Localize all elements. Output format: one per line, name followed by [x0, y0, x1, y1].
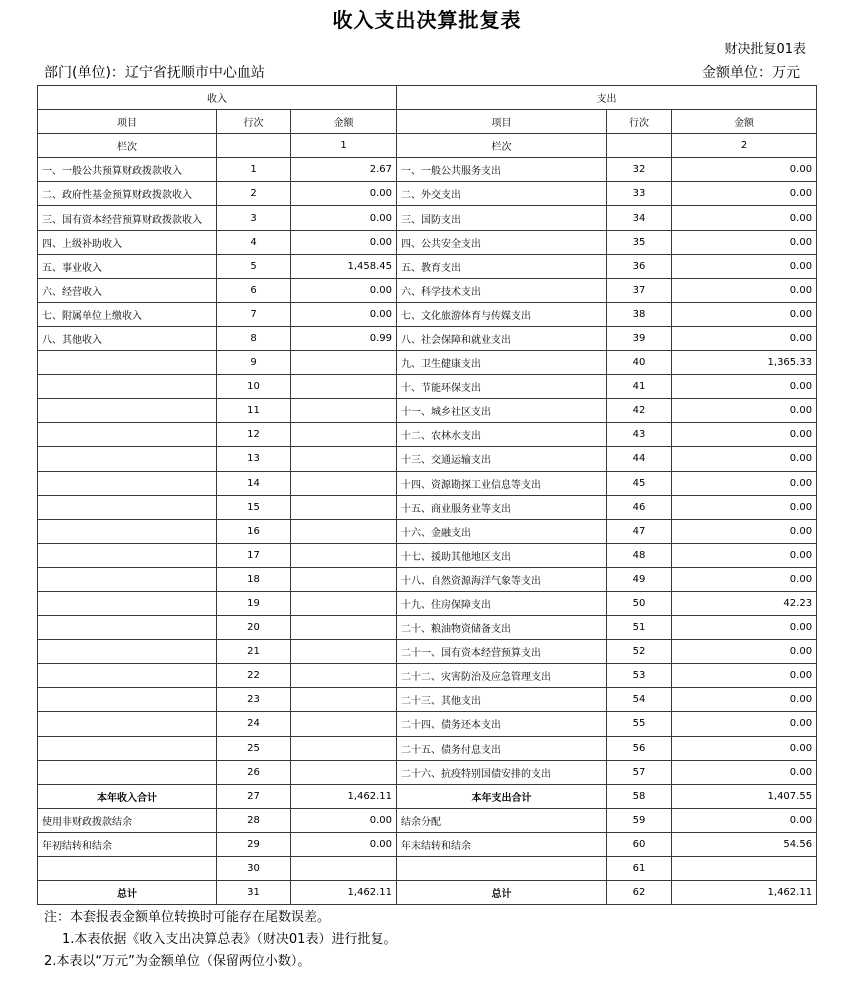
expense-item-cell: 五、教育支出 [397, 254, 607, 278]
expense-item-cell: 结余分配 [397, 808, 607, 832]
income-item-cell [38, 567, 217, 591]
income-amount-cell [291, 616, 397, 640]
table-row [38, 616, 817, 640]
income-line-cell: 3 [217, 206, 291, 230]
income-amount-cell [291, 760, 397, 784]
income-line-cell: 31 [217, 881, 291, 905]
expense-item-cell [397, 857, 607, 881]
expense-line-cell: 37 [607, 278, 672, 302]
expense-group-header: 支出 [397, 86, 817, 110]
income-line-header: 行次 [217, 110, 291, 134]
income-amount-cell [291, 351, 397, 375]
expense-amount-cell: 0.00 [672, 519, 817, 543]
expense-line-cell: 45 [607, 471, 672, 495]
expense-line-cell: 41 [607, 375, 672, 399]
income-line-cell: 24 [217, 712, 291, 736]
income-item-cell [38, 447, 217, 471]
amount-unit-label: 金额单位：万元 [702, 65, 800, 81]
expense-amount-cell: 0.00 [672, 326, 817, 350]
expense-line-cell: 57 [607, 760, 672, 784]
note-line: 1.本表依据《收入支出决算总表》（财决01表）进行批复。 [62, 932, 397, 947]
expense-item-cell: 二十二、灾害防治及应急管理支出 [397, 664, 607, 688]
expense-item-cell: 十、节能环保支出 [397, 375, 607, 399]
expense-item-cell: 二十三、其他支出 [397, 688, 607, 712]
expense-item-cell: 十八、自然资源海洋气象等支出 [397, 567, 607, 591]
income-amount-cell [291, 519, 397, 543]
expense-amount-cell: 1,365.33 [672, 351, 817, 375]
summary-row [38, 808, 817, 832]
expense-amount-cell: 0.00 [672, 278, 817, 302]
income-amount-cell: 2.67 [291, 158, 397, 182]
page-title: 收入支出决算批复表 [332, 8, 522, 32]
table-row [38, 158, 817, 182]
expense-line-cell: 33 [607, 182, 672, 206]
expense-line-cell: 48 [607, 543, 672, 567]
income-amount-cell [291, 471, 397, 495]
expense-item-cell: 二十五、债务付息支出 [397, 736, 607, 760]
expense-line-cell: 58 [607, 784, 672, 808]
income-amount-cell [291, 423, 397, 447]
expense-line-cell: 39 [607, 326, 672, 350]
expense-item-cell: 十五、商业服务业等支出 [397, 495, 607, 519]
income-item-cell [38, 351, 217, 375]
expense-line-cell: 34 [607, 206, 672, 230]
expense-line-cell: 49 [607, 567, 672, 591]
income-amount-header: 金额 [291, 110, 397, 134]
expense-amount-cell: 0.00 [672, 158, 817, 182]
income-amount-cell [291, 591, 397, 615]
expense-amount-cell: 0.00 [672, 543, 817, 567]
income-line-cell: 21 [217, 640, 291, 664]
expense-amount-cell: 0.00 [672, 808, 817, 832]
expense-line-cell: 36 [607, 254, 672, 278]
table-row [38, 591, 817, 615]
expense-item-cell: 十七、援助其他地区支出 [397, 543, 607, 567]
expense-amount-cell: 0.00 [672, 495, 817, 519]
table-row [38, 375, 817, 399]
expense-amount-cell: 0.00 [672, 206, 817, 230]
income-amount-cell: 0.00 [291, 182, 397, 206]
expense-line-cell: 52 [607, 640, 672, 664]
expense-item-cell: 十一、城乡社区支出 [397, 399, 607, 423]
table-row [38, 519, 817, 543]
income-item-cell [38, 543, 217, 567]
table-row [38, 736, 817, 760]
expense-line-cell: 38 [607, 302, 672, 326]
income-amount-cell [291, 543, 397, 567]
income-line-cell: 16 [217, 519, 291, 543]
income-amount-cell: 0.00 [291, 206, 397, 230]
income-amount-cell: 1,462.11 [291, 881, 397, 905]
income-line-cell: 6 [217, 278, 291, 302]
income-line-cell: 23 [217, 688, 291, 712]
expense-amount-cell: 0.00 [672, 616, 817, 640]
income-item-cell [38, 616, 217, 640]
income-amount-cell: 0.00 [291, 832, 397, 856]
table-group-header-row [38, 86, 817, 110]
income-item-cell [38, 423, 217, 447]
expense-amount-cell: 0.00 [672, 182, 817, 206]
expense-line-cell: 55 [607, 712, 672, 736]
table-row [38, 543, 817, 567]
income-item-cell [38, 857, 217, 881]
income-item-cell: 八、其他收入 [38, 326, 217, 350]
expense-item-cell: 二十六、抗疫特别国债安排的支出 [397, 760, 607, 784]
summary-row [38, 857, 817, 881]
expense-amount-header: 金额 [672, 110, 817, 134]
expense-line-cell: 56 [607, 736, 672, 760]
expense-item-cell: 十二、农林水支出 [397, 423, 607, 447]
income-item-cell: 本年收入合计 [38, 784, 217, 808]
expense-item-cell: 十四、资源勘探工业信息等支出 [397, 471, 607, 495]
income-line-cell: 30 [217, 857, 291, 881]
expense-line-cell: 53 [607, 664, 672, 688]
income-line-cell: 27 [217, 784, 291, 808]
income-col-number: 1 [291, 134, 397, 158]
table-row [38, 182, 817, 206]
expense-line-cell: 54 [607, 688, 672, 712]
income-item-cell: 三、国有资本经营预算财政拨款收入 [38, 206, 217, 230]
expense-item-cell: 十六、金融支出 [397, 519, 607, 543]
summary-row [38, 832, 817, 856]
income-amount-cell [291, 567, 397, 591]
expense-col-label: 栏次 [397, 134, 607, 158]
summary-row [38, 881, 817, 905]
expense-amount-cell: 0.00 [672, 447, 817, 471]
note-line: 注：本套报表金额单位转换时可能存在尾数误差。 [44, 910, 331, 925]
income-line-cell: 12 [217, 423, 291, 447]
expense-amount-cell: 0.00 [672, 302, 817, 326]
income-line-cell: 11 [217, 399, 291, 423]
income-expense-table [37, 85, 817, 905]
table-row [38, 254, 817, 278]
expense-item-cell: 二十、粮油物资储备支出 [397, 616, 607, 640]
table-row [38, 664, 817, 688]
income-amount-cell: 0.00 [291, 302, 397, 326]
income-item-cell [38, 664, 217, 688]
expense-item-cell: 八、社会保障和就业支出 [397, 326, 607, 350]
income-item-cell: 六、经营收入 [38, 278, 217, 302]
table-row [38, 423, 817, 447]
notes-section [44, 907, 396, 973]
expense-line-cell: 51 [607, 616, 672, 640]
income-line-cell: 7 [217, 302, 291, 326]
expense-line-cell: 60 [607, 832, 672, 856]
table-row [38, 326, 817, 350]
income-item-cell: 七、附属单位上缴收入 [38, 302, 217, 326]
income-amount-cell [291, 736, 397, 760]
expense-amount-cell: 1,407.55 [672, 784, 817, 808]
expense-item-cell: 十九、住房保障支出 [397, 591, 607, 615]
expense-line-cell: 42 [607, 399, 672, 423]
income-item-cell [38, 399, 217, 423]
expense-line-cell: 62 [607, 881, 672, 905]
expense-amount-cell: 0.00 [672, 567, 817, 591]
expense-amount-cell: 0.00 [672, 688, 817, 712]
expense-amount-cell: 0.00 [672, 760, 817, 784]
income-amount-cell [291, 857, 397, 881]
income-line-cell: 19 [217, 591, 291, 615]
income-amount-cell: 1,462.11 [291, 784, 397, 808]
expense-amount-cell: 1,462.11 [672, 881, 817, 905]
table-body [38, 158, 817, 905]
income-line-cell: 4 [217, 230, 291, 254]
income-item-header: 项目 [38, 110, 217, 134]
income-item-cell [38, 688, 217, 712]
expense-item-cell: 四、公共安全支出 [397, 230, 607, 254]
income-amount-cell [291, 495, 397, 519]
income-line-cell: 8 [217, 326, 291, 350]
income-line-cell: 25 [217, 736, 291, 760]
summary-row [38, 784, 817, 808]
income-item-cell: 四、上级补助收入 [38, 230, 217, 254]
table-row [38, 278, 817, 302]
expense-line-cell: 32 [607, 158, 672, 182]
income-amount-cell [291, 640, 397, 664]
income-item-cell [38, 736, 217, 760]
income-group-header: 收入 [38, 86, 397, 110]
expense-line-header: 行次 [607, 110, 672, 134]
expense-amount-cell: 0.00 [672, 375, 817, 399]
income-item-cell [38, 712, 217, 736]
expense-line-cell: 61 [607, 857, 672, 881]
income-col-blank [217, 134, 291, 158]
expense-line-cell: 43 [607, 423, 672, 447]
income-line-cell: 26 [217, 760, 291, 784]
income-item-cell [38, 519, 217, 543]
expense-item-cell: 六、科学技术支出 [397, 278, 607, 302]
table-row [38, 688, 817, 712]
table-row [38, 351, 817, 375]
income-item-cell: 使用非财政拨款结余 [38, 808, 217, 832]
expense-item-cell: 二、外交支出 [397, 182, 607, 206]
expense-item-cell: 二十一、国有资本经营预算支出 [397, 640, 607, 664]
expense-amount-cell: 0.00 [672, 399, 817, 423]
expense-col-number: 2 [672, 134, 817, 158]
income-item-cell [38, 591, 217, 615]
table-row [38, 230, 817, 254]
income-amount-cell: 1,458.45 [291, 254, 397, 278]
expense-amount-cell: 0.00 [672, 254, 817, 278]
table-row [38, 447, 817, 471]
table-row [38, 471, 817, 495]
expense-line-cell: 35 [607, 230, 672, 254]
table-row [38, 567, 817, 591]
table-column-number-row [38, 134, 817, 158]
income-amount-cell [291, 664, 397, 688]
expense-line-cell: 40 [607, 351, 672, 375]
expense-item-cell: 本年支出合计 [397, 784, 607, 808]
note-line: 2.本表以“万元”为金额单位（保留两位小数）。 [44, 954, 311, 969]
income-col-label: 栏次 [38, 134, 217, 158]
income-item-cell [38, 375, 217, 399]
table-row [38, 302, 817, 326]
income-line-cell: 15 [217, 495, 291, 519]
table-row [38, 712, 817, 736]
income-item-cell [38, 760, 217, 784]
income-line-cell: 18 [217, 567, 291, 591]
table-row [38, 495, 817, 519]
expense-amount-cell: 0.00 [672, 664, 817, 688]
expense-amount-cell: 0.00 [672, 712, 817, 736]
income-line-cell: 5 [217, 254, 291, 278]
income-line-cell: 29 [217, 832, 291, 856]
income-item-cell: 年初结转和结余 [38, 832, 217, 856]
expense-amount-cell: 0.00 [672, 471, 817, 495]
income-item-cell [38, 495, 217, 519]
expense-item-cell: 三、国防支出 [397, 206, 607, 230]
table-column-header-row [38, 110, 817, 134]
income-line-cell: 10 [217, 375, 291, 399]
income-amount-cell [291, 447, 397, 471]
expense-col-blank [607, 134, 672, 158]
expense-item-cell: 二十四、债务还本支出 [397, 712, 607, 736]
expense-amount-cell [672, 857, 817, 881]
income-line-cell: 14 [217, 471, 291, 495]
expense-item-cell: 七、文化旅游体育与传媒支出 [397, 302, 607, 326]
department-label: 部门(单位)：辽宁省抚顺市中心血站 [44, 65, 265, 81]
table-row [38, 640, 817, 664]
expense-line-cell: 47 [607, 519, 672, 543]
income-amount-cell: 0.00 [291, 808, 397, 832]
table-row [38, 206, 817, 230]
expense-item-cell: 十三、交通运输支出 [397, 447, 607, 471]
expense-line-cell: 44 [607, 447, 672, 471]
income-line-cell: 22 [217, 664, 291, 688]
income-item-cell [38, 640, 217, 664]
income-amount-cell: 0.00 [291, 230, 397, 254]
income-amount-cell: 0.00 [291, 278, 397, 302]
income-line-cell: 28 [217, 808, 291, 832]
income-line-cell: 9 [217, 351, 291, 375]
income-item-cell: 二、政府性基金预算财政拨款收入 [38, 182, 217, 206]
income-amount-cell [291, 375, 397, 399]
expense-amount-cell: 0.00 [672, 230, 817, 254]
expense-item-cell: 总计 [397, 881, 607, 905]
expense-amount-cell: 0.00 [672, 640, 817, 664]
income-item-cell [38, 471, 217, 495]
expense-item-cell: 一、一般公共服务支出 [397, 158, 607, 182]
income-line-cell: 20 [217, 616, 291, 640]
income-amount-cell [291, 399, 397, 423]
income-line-cell: 13 [217, 447, 291, 471]
income-amount-cell [291, 712, 397, 736]
income-line-cell: 17 [217, 543, 291, 567]
income-line-cell: 2 [217, 182, 291, 206]
expense-amount-cell: 42.23 [672, 591, 817, 615]
expense-amount-cell: 54.56 [672, 832, 817, 856]
table-row [38, 760, 817, 784]
expense-item-cell: 九、卫生健康支出 [397, 351, 607, 375]
expense-line-cell: 46 [607, 495, 672, 519]
expense-line-cell: 50 [607, 591, 672, 615]
income-item-cell: 一、一般公共预算财政拨款收入 [38, 158, 217, 182]
income-line-cell: 1 [217, 158, 291, 182]
expense-line-cell: 59 [607, 808, 672, 832]
expense-amount-cell: 0.00 [672, 736, 817, 760]
form-code: 财决批复01表 [724, 42, 806, 57]
income-item-cell: 五、事业收入 [38, 254, 217, 278]
table-row [38, 399, 817, 423]
income-item-cell: 总计 [38, 881, 217, 905]
expense-amount-cell: 0.00 [672, 423, 817, 447]
expense-item-cell: 年末结转和结余 [397, 832, 607, 856]
expense-item-header: 项目 [397, 110, 607, 134]
income-amount-cell [291, 688, 397, 712]
income-amount-cell: 0.99 [291, 326, 397, 350]
